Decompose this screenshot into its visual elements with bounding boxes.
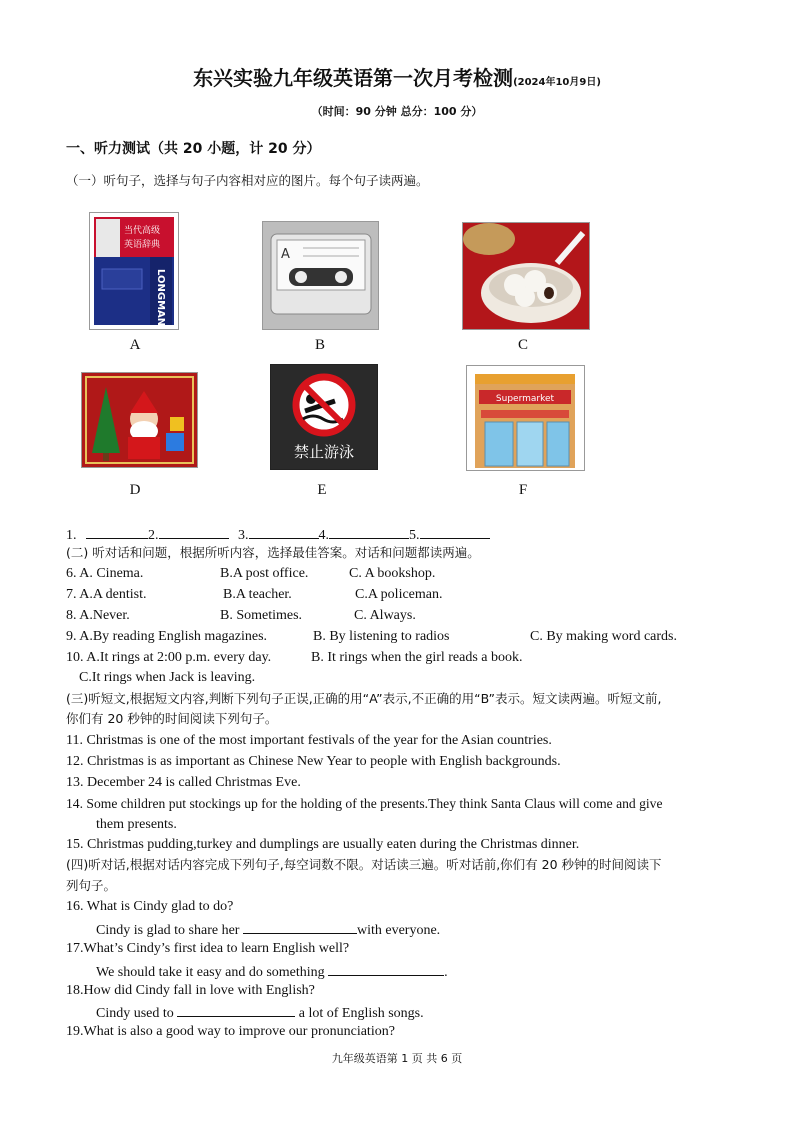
answer-4-label: 4. [318,528,329,543]
question-12: 12. Christmas is as important as Chinese New Year to people with English backgrounds. [66,754,561,769]
question-9-option-b: B. By listening to radios [313,629,450,644]
q17-answer-suffix: . [444,965,448,980]
part1-instruction: （一）听句子，选择与句子内容相对应的图片。每个句子读两遍。 [66,173,429,188]
picture-label-e: E [317,482,327,498]
exam-subtitle: （时间：90 分钟 总分：100 分） [311,105,483,118]
question-17-answer [96,961,448,982]
supermarket-sign: Supermarket [495,394,555,404]
supermarket-building-image [466,365,585,471]
question-9-option-c: C. By making word cards. [530,629,677,644]
santa-claus-christmas-image [81,372,198,468]
part3-instruction-line1: (三)听短文,根据短文内容,判断下列句子正误,正确的用“A”表示,不正确的用“B”表示。短文读两遍。听短文前, [66,691,662,706]
dictionary-image [89,212,179,330]
question-18: 18.How did Cindy fall in love with English? [66,983,315,998]
cassette-side: A [281,247,290,262]
question-9-option-a: 9. A.By reading English magazines. [66,629,268,644]
part4-instruction-line2: 列句子。 [66,878,117,893]
page-title [0,62,794,91]
no-swimming-text: 禁止游泳 [293,443,355,461]
question-16: 16. What is Cindy glad to do? [66,899,234,914]
question-14-line1: 14. Some children put stockings up for the holding of the presents.They think Santa Claus will come and give [66,796,663,811]
picture-label-d: D [129,482,141,498]
question-15: 15. Christmas pudding,turkey and dumplings are usually eaten during the Christmas dinner. [66,837,580,852]
q16-answer-prefix: Cindy is glad to share her [96,923,240,938]
q17-answer-blank[interactable] [328,961,444,976]
q18-answer-prefix: Cindy used to [96,1006,174,1021]
answer-3-label: 3. [238,528,249,543]
question-6-option-b: B.A post office. [220,566,309,581]
question-13: 13. December 24 is called Christmas Eve. [66,775,301,790]
q16-answer-blank[interactable] [243,919,357,934]
answer-4-blank[interactable] [329,524,409,539]
answer-2-label: 2. [148,528,159,543]
answer-1-blank[interactable] [86,524,148,539]
question-17: 17.What’s Cindy’s first idea to learn English well? [66,941,350,956]
q16-answer-suffix: with everyone. [356,923,441,938]
question-18-answer [96,1002,424,1023]
cassette-tape-image [262,221,379,330]
question-8-option-b: B. Sometimes. [220,608,303,623]
question-7-option-c: C.A policeman. [355,587,443,602]
picture-label-a: A [129,337,141,353]
section-heading: 一、听力测试（共 20 小题，计 20 分） [66,141,321,157]
dict-text-2: 英语辞典 [124,240,161,250]
q18-answer-blank[interactable] [177,1002,295,1017]
q17-answer-prefix: We should take it easy and do something [96,965,325,980]
dict-spine: LONGMAN [155,269,166,327]
picture-label-c: C [517,337,528,353]
question-7-option-a: 7. A.A dentist. [66,587,147,602]
answer-5-blank[interactable] [420,524,490,539]
question-14-line2: them presents. [96,817,177,832]
no-swimming-sign-image [270,364,378,470]
answer-line [66,524,490,545]
question-6-option-c: C. A bookshop. [349,566,436,581]
question-16-answer [96,919,440,940]
picture-label-f: F [518,482,528,498]
tangyuan-bowl-image [462,222,590,330]
part2-instruction: (二) 听对话和问题，根据所听内容，选择最佳答案。对话和问题都读两遍。 [66,545,480,560]
question-6-option-a: 6. A. Cinema. [66,566,144,581]
page-footer: 九年级英语第 1 页 共 6 页 [331,1052,463,1065]
question-10-option-a: 10. A.It rings at 2:00 p.m. every day. [66,650,272,665]
question-8-option-c: C. Always. [354,608,416,623]
question-11: 11. Christmas is one of the most important festivals of the year for the Asian countries. [66,733,552,748]
answer-1-label: 1. [66,528,77,543]
question-19: 19.What is also a good way to improve our pronunciation? [66,1024,395,1039]
answer-5-label: 5. [409,528,420,543]
question-7-option-b: B.A teacher. [223,587,292,602]
exam-title: 东兴实验九年级英语第一次月考检测 [193,66,514,90]
part4-instruction-line1: (四)听对话,根据对话内容完成下列句子,每空词数不限。对话读三遍。听对话前,你们有 20 秒钟的时间阅读下 [66,857,662,872]
question-10-option-c: C.It rings when Jack is leaving. [79,670,256,685]
exam-date: (2024年10月9日) [513,77,601,88]
answer-2-blank[interactable] [159,524,229,539]
question-10-option-b: B. It rings when the girl reads a book. [311,650,523,665]
part3-instruction-line2: 你们有 20 秒钟的时间阅读下列句子。 [66,711,278,726]
q18-answer-suffix: a lot of English songs. [298,1006,424,1021]
question-8-option-a: 8. A.Never. [66,608,130,623]
picture-label-b: B [314,337,325,353]
dict-text-1: 当代高级 [124,226,161,236]
answer-3-blank[interactable] [249,524,319,539]
